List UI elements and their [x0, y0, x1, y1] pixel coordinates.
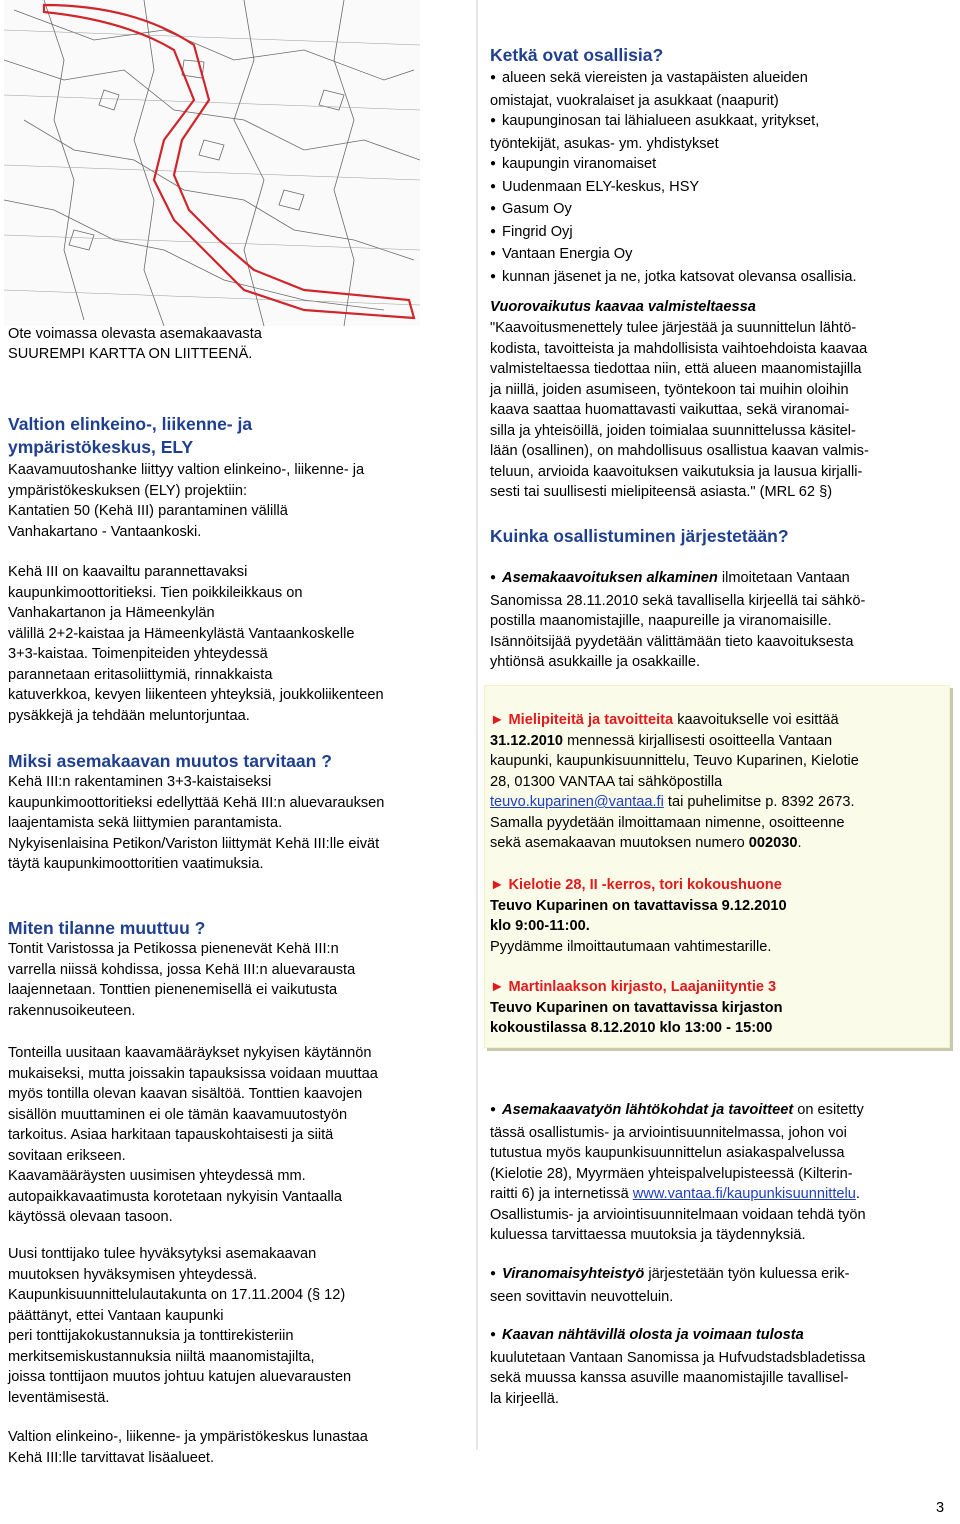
ely-paragraph: [8, 460, 364, 542]
miksi-heading: Miksi asemakaavan muutos tarvitaan ?: [8, 751, 332, 771]
martin-line-1: [490, 977, 783, 998]
uusi-line: Kaupunkisuunnittelulautakunta on 17.11.2004 (§ 12): [8, 1287, 346, 1303]
miten-line: varrella niissä kohdissa, jossa Kehä III:n aluevarausta: [8, 961, 356, 978]
vuoro-line: teluun, arvioida kaavoituksen vaikutuksia ja lausua kirjalli-: [490, 463, 863, 480]
ketka-heading: Ketkä ovat osallisia?: [490, 45, 664, 65]
kehä-line: kaupunkimoottoritieksi. Tien poikkileikkaus on: [8, 584, 303, 601]
vuoro-paragraph: [490, 318, 869, 503]
kuinka-heading: Kuinka osallistuminen järjestetään?: [490, 526, 789, 546]
alkaminen-line: Sanomissa 28.11.2010 sekä tavallisella kirjeellä tai sähkö-: [490, 592, 866, 609]
ketka-item: ● alueen sekä viereisten ja vastapäisten alueiden: [490, 68, 857, 91]
lahto-line: (Kielotie 28), Myyrmäen yhteispalvelupisteessä (Kilterin-: [490, 1165, 853, 1182]
kielotie-red: Kielotie 28, II -kerros, tori kokoushuone: [508, 877, 782, 893]
website-link[interactable]: www.vantaa.fi/kaupunkisuunnittelu: [632, 1186, 856, 1202]
mielipide-line: Samalla pyydetään ilmoittamaan nimenne, osoitteenne: [490, 814, 845, 831]
martin-block: [490, 977, 783, 1039]
miten-line: laajennetaan. Tonttien pienenemisellä ei vaikutusta: [8, 982, 338, 998]
kielotie-bold-2: klo 9:00-11:00.: [490, 918, 590, 934]
lunastaa-line: Kehä III:lle tarvittavat lisäalueet.: [8, 1449, 215, 1466]
lahto-paragraph: [490, 1100, 866, 1246]
kehä-line: 3+3-kaistaa. Toimenpiteiden yhteydessä: [8, 646, 268, 662]
page-number: 3: [936, 1500, 945, 1516]
email-line: [490, 792, 859, 813]
ely-line: Kaavamuutoshanke liittyy valtion elinkeino-, liikenne- ja: [8, 462, 365, 478]
tonteilla-line: mukaiseksi, mutta joissakin tapauksissa voidaan muuttaa: [8, 1065, 378, 1082]
lahto-line: tässä osallistumis- ja arviointisuunnitelmassa, johon voi: [490, 1124, 847, 1141]
uusi-line: peri tonttijakokustannuksia ja tonttirekisteriin: [8, 1328, 294, 1344]
ketka-item: ● Fingrid Oyj: [490, 222, 857, 245]
vuoro-line: "Kaavoitusmenettely tulee järjestää ja suunnittelun lähtö-: [490, 320, 857, 336]
vuoro-heading: Vuorovaikutus kaavaa valmisteltaessa: [490, 299, 756, 315]
viran-rest: järjestetään työn kuluessa erik-: [644, 1266, 850, 1282]
mielipide-rest2: mennessä kirjallisesti osoitteella Vantaan: [563, 732, 833, 749]
arrow-icon: ►: [490, 712, 505, 728]
ely-heading-line-1: Valtion elinkeino-, liikenne- ja: [8, 414, 253, 434]
mielipide-rest: kaavoitukselle voi esittää: [673, 712, 839, 728]
mielipide-block: [490, 710, 859, 854]
miksi-line: täytä kaupunkimoottoritien vaatimuksia.: [8, 856, 264, 872]
lahto-link-line: [490, 1184, 866, 1205]
miten-heading: Miten tilanne muuttuu ?: [8, 918, 206, 938]
vuoro-line: valmisteltaessa tiedottaa niin, että alueen maanomistajilla: [490, 361, 862, 377]
lahto-line: kuluessa tarvittaessa muutoksia ja täydennyksiä.: [490, 1227, 806, 1243]
ketka-list: [490, 68, 857, 289]
phone-text: tai puhelimitse p. 8392 2673.: [663, 794, 855, 810]
ketka-item: ● Vantaan Energia Oy: [490, 244, 857, 267]
ketka-item: ● Uudenmaan ELY-keskus, HSY: [490, 177, 857, 200]
ketka-item: ● kaupunginosan tai lähialueen asukkaat, yritykset,: [490, 111, 857, 134]
kehä-line: pysäkkejä ja tehdään meluntorjuntaa.: [8, 707, 250, 724]
number-end: .: [797, 835, 802, 851]
miksi-line: kaupunkimoottoritieksi edellyttää Kehä III:n aluevarauksen: [8, 794, 385, 811]
miksi-line: Nykyisenlaisina Petikon/Variston liittymät Kehä III:lle eivät: [8, 835, 380, 852]
kehä-line: välillä 2+2-kaistaa ja Hämeenkylästä Vantaankoskelle: [8, 625, 355, 642]
uusi-line: muutoksen hyväksymisen yhteydessä.: [8, 1266, 258, 1283]
ely-line: Vanhakartano - Vantaankoski.: [8, 523, 202, 540]
ketka-item: ● Gasum Oy: [490, 199, 857, 222]
vuoro-line: silla ja yhteisöillä, joiden toimialaa suunnittelussa käsitel-: [490, 422, 856, 439]
alkaminen-rest: ilmoitetaan Vantaan: [717, 570, 850, 586]
uusi-line: Uusi tonttijako tulee hyväksytyksi asemakaavan: [8, 1246, 317, 1262]
tonteilla-line: Kaavamääräysten uusimisen yhteydessä mm.: [8, 1168, 306, 1184]
email-link[interactable]: teuvo.kuparinen@vantaa.fi: [490, 794, 664, 810]
tonteilla-line: tarkoitus. Asiaa harkitaan tapauskohtaisesti ja siitä: [8, 1127, 334, 1143]
tonteilla-line: sisällön muuttaminen ei ole tämän kaavamuutostyön: [8, 1106, 348, 1123]
tonteilla-paragraph: [8, 1043, 378, 1228]
lahto-line: Osallistumis- ja arviointisuunnitelmaan voidaan tehdä työn: [490, 1206, 866, 1223]
nahtavilla-line: [490, 1325, 865, 1348]
uusi-line: päättänyt, ettei Vantaan kaupunki: [8, 1307, 224, 1324]
lahto-line: tutustua myös kaupunkisuunnittelun asiakaspalvelussa: [490, 1145, 845, 1161]
map-caption-line-2: SUUREMPI KARTTA ON LIITTEENÄ.: [8, 346, 253, 362]
mielipide-line-1: [490, 710, 859, 731]
alkaminen-line: postilla maanomistajille, naapureille ja viranomaisille.: [490, 613, 832, 629]
martin-bold-2: kokoustilassa 8.12.2010 klo 13:00 - 15:00: [490, 1020, 773, 1036]
vuoro-line: sesti tai suullisesti mielipiteensä asiasta." (MRL 62 §): [490, 484, 833, 500]
kielotie-bold-1: Teuvo Kuparinen on tavattavissa 9.12.2010: [490, 897, 787, 914]
kehä-line: Vanhakartanon ja Hämeenkylän: [8, 605, 215, 621]
uusi-line: leventämisestä.: [8, 1389, 110, 1406]
vuoro-line: kodista, tavoitteista ja mahdollisista vaihtoehdoista kaavaa: [490, 340, 868, 357]
lunastaa-line: Valtion elinkeino-, liikenne- ja ympäristökeskus lunastaa: [8, 1429, 368, 1445]
miten-paragraph: [8, 939, 355, 1021]
kehä-line: Kehä III on kaavailtu parannettavaksi: [8, 564, 248, 580]
lahto-pre-link: raitti 6) ja internetissä: [490, 1186, 633, 1202]
vuoro-line: ja niillä, joiden asumiseen, työntekoon tai muihin oloihin: [490, 381, 849, 398]
lunastaa-paragraph: [8, 1427, 368, 1468]
zoning-map-image: [4, 0, 420, 326]
nahtavilla-line: sekä muussa kanssa asuville maanomistajille tavallisel-: [490, 1370, 849, 1386]
lahto-line: [490, 1100, 866, 1123]
lahto-post-link: .: [855, 1186, 860, 1202]
kehä-paragraph: [8, 562, 384, 726]
tonteilla-line: Tonteilla uusitaan kaavamääräykset nykyisen käytännön: [8, 1045, 372, 1061]
column-divider: [476, 0, 478, 1450]
viran-line: seen sovittavin neuvotteluin.: [490, 1288, 674, 1305]
miten-line: rakennusoikeuteen.: [8, 1002, 136, 1019]
miksi-paragraph: [8, 772, 384, 875]
ely-line: ympäristökeskuksen (ELY) projektiin:: [8, 482, 247, 499]
arrow-icon: ►: [490, 877, 505, 893]
vuoro-line: lään (osallinen), on mahdollisuus osallistua kaavan valmis-: [490, 443, 869, 459]
deadline-date: 31.12.2010: [490, 732, 564, 749]
uusi-tonttijako-paragraph: [8, 1244, 351, 1408]
nahtavilla-line: la kirjeellä.: [490, 1390, 559, 1407]
uusi-line: merkitsemiskustannuksia niiltä maanomistajilta,: [8, 1348, 315, 1365]
tonteilla-line: sovitaan erikseen.: [8, 1147, 126, 1164]
ketka-item: ● kunnan jäsenet ja ne, jotka katsovat olevansa osallisia.: [490, 267, 857, 290]
tonteilla-line: käytössä olevaan tasoon.: [8, 1209, 173, 1225]
alkaminen-bold: Asemakaavoituksen alkaminen: [502, 570, 718, 586]
nahtavilla-line: kuulutetaan Vantaan Sanomissa ja Hufvudstadsbladetissa: [490, 1349, 866, 1366]
kielotie-line-1: [490, 875, 787, 896]
viran-bold: Viranomaisyhteistyö: [502, 1266, 645, 1282]
number-line: [490, 833, 859, 854]
alkaminen-paragraph: [490, 568, 865, 673]
miksi-line: Kehä III:n rakentaminen 3+3-kaistaiseksi: [8, 774, 272, 790]
viran-line: [490, 1264, 850, 1287]
tonteilla-line: autopaikkavaatimusta korotetaan nykyisin Vantaalla: [8, 1188, 342, 1205]
mielipide-line: 28, 01300 VANTAA tai sähköpostilla: [490, 773, 723, 790]
miksi-line: laajentamista sekä liittymien parantamista.: [8, 815, 283, 831]
alkaminen-line: [490, 568, 865, 591]
map-caption-line-1: Ote voimassa olevasta asemakaavasta: [8, 326, 262, 342]
ketka-item-cont: omistajat, vuokralaiset ja asukkaat (naapurit): [490, 92, 779, 109]
kielotie-block: [490, 875, 787, 957]
mielipide-line: kaupunki, kaupunkisuunnittelu, Teuvo Kuparinen, Kielotie: [490, 753, 859, 769]
ketka-item-cont: työntekijät, asukas- ym. yhdistykset: [490, 135, 719, 152]
martin-red: Martinlaakson kirjasto, Laajaniityntie 3: [508, 979, 777, 995]
lahto-rest: on esitetty: [793, 1102, 864, 1118]
nahtavilla-bold: Kaavan nähtävillä olosta ja voimaan tulosta: [502, 1327, 804, 1343]
kielotie-note: Pyydämme ilmoittautumaan vahtimestarille.: [490, 938, 772, 955]
alkaminen-line: Isännöitsijää pyydetään välittämään tieto kaavoituksesta: [490, 633, 854, 650]
lahto-bold: Asemakaavatyön lähtökohdat ja tavoitteet: [502, 1102, 794, 1118]
vuoro-line: kaava saattaa huomattavasti vaikuttaa, sekä viranomai-: [490, 402, 850, 418]
miten-line: Tontit Varistossa ja Petikossa pienenevät Kehä III:n: [8, 941, 339, 957]
plan-number: 002030: [748, 835, 798, 851]
viranomais-paragraph: [490, 1264, 850, 1307]
mielipide-line-2: [490, 731, 859, 752]
number-prefix: sekä asemakaavan muutoksen numero: [490, 835, 749, 851]
ely-heading-line-2: ympäristökeskus, ELY: [8, 437, 194, 457]
martin-bold-1: Teuvo Kuparinen on tavattavissa kirjaston: [490, 999, 783, 1016]
ely-line: Kantatien 50 (Kehä III) parantaminen välillä: [8, 503, 288, 519]
ketka-item: ● kaupungin viranomaiset: [490, 154, 857, 177]
alkaminen-line: yhtiönsä asukkaille ja osakkaille.: [490, 654, 701, 670]
kehä-line: katuverkkoa, kevyen liikenteen yhteyksiä, joukkoliikenteen: [8, 687, 384, 703]
nahtavilla-paragraph: [490, 1325, 865, 1409]
arrow-icon: ►: [490, 979, 505, 995]
uusi-line: joissa tonttijaon muutos johtuu katujen aluevarausten: [8, 1369, 352, 1385]
mielipide-red: Mielipiteitä ja tavoitteita: [508, 712, 674, 728]
tonteilla-line: myös tontilla olevan kaavan sisältöä. Tonttien kaavojen: [8, 1086, 363, 1102]
kehä-line: parannetaan eritasoliittymiä, rinnakkaista: [8, 666, 273, 683]
